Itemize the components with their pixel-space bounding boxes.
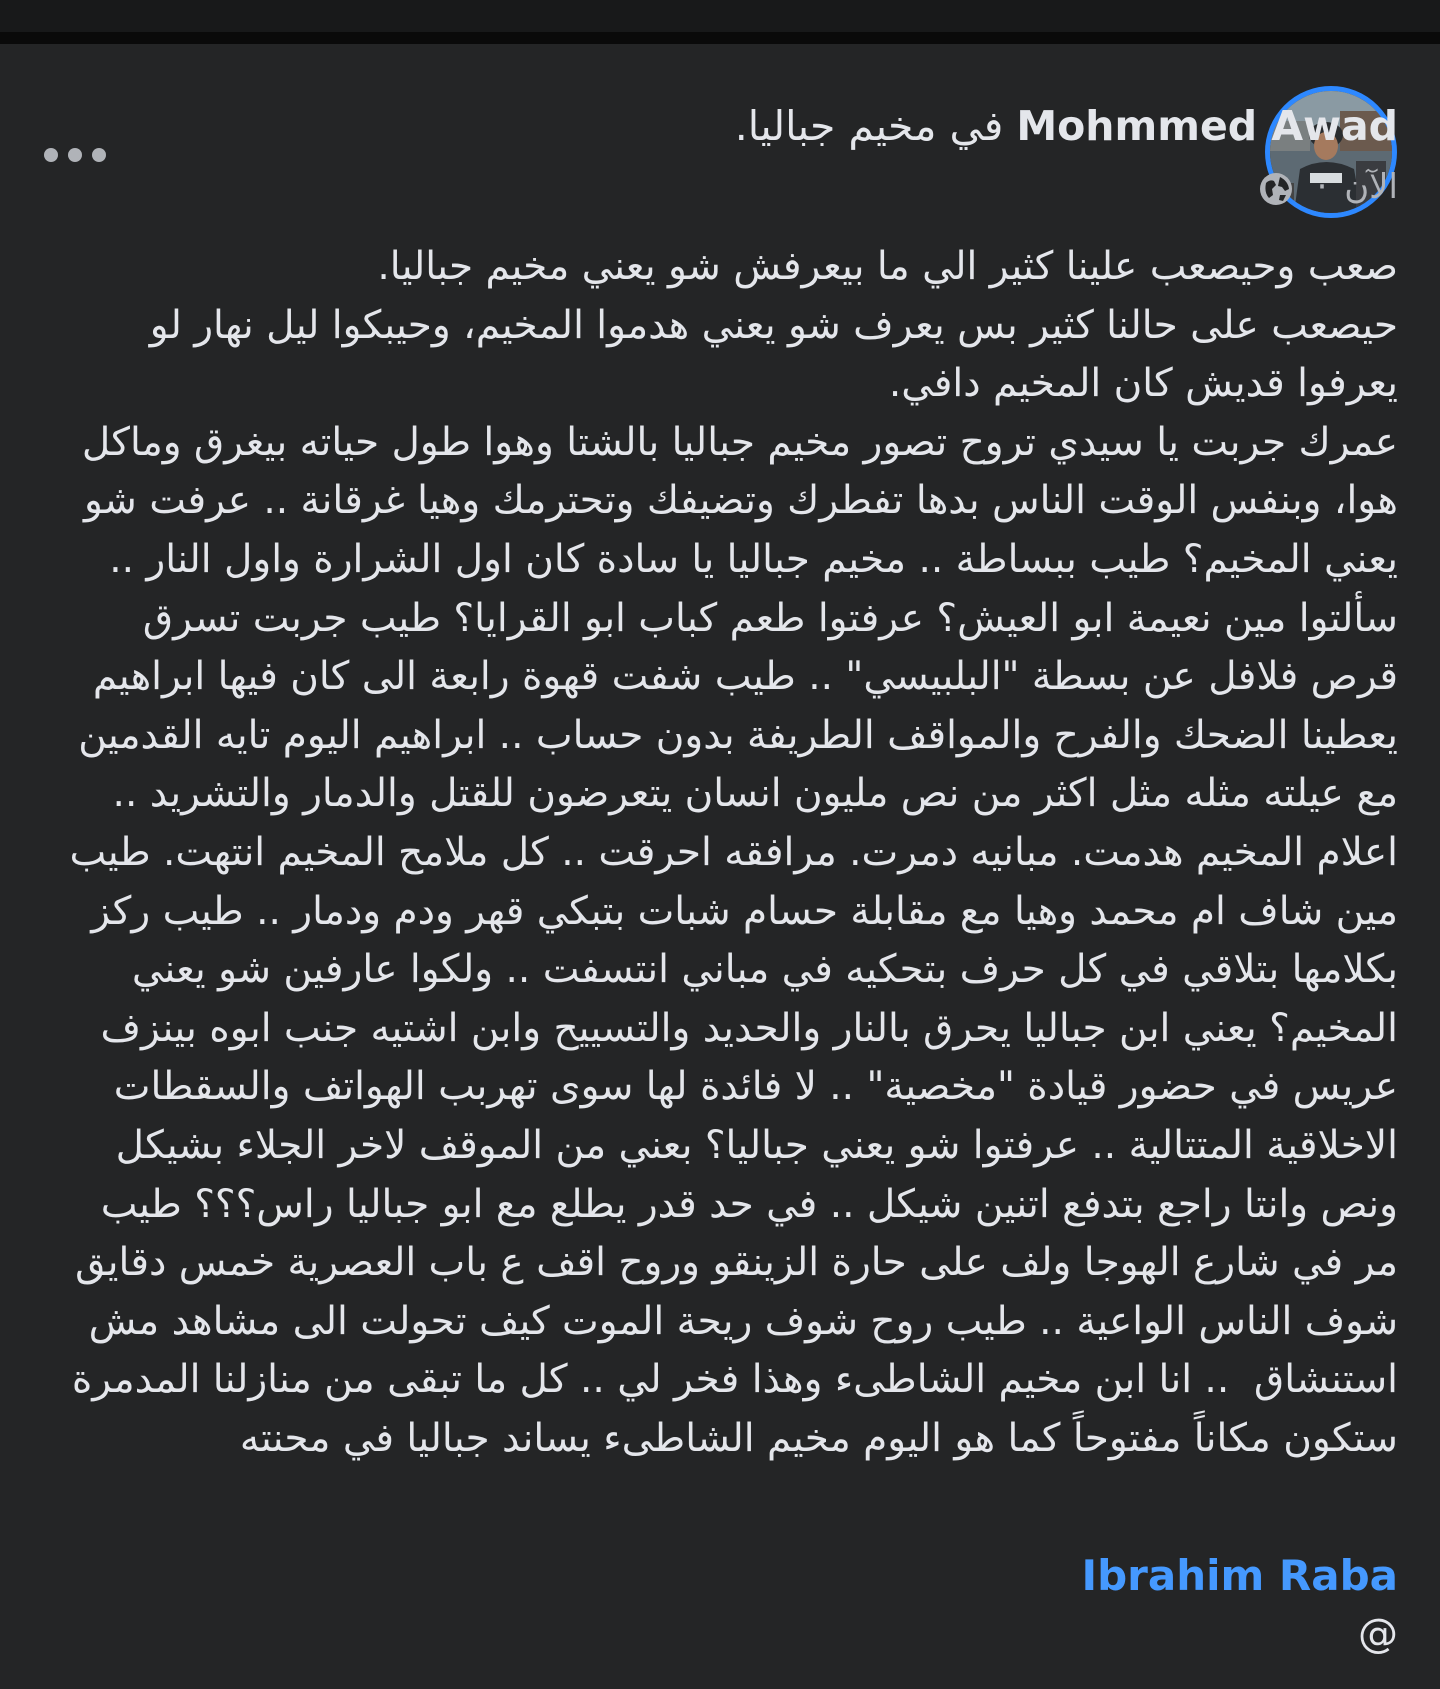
mention-at-sign: @ bbox=[1358, 1611, 1398, 1657]
more-icon bbox=[44, 148, 58, 162]
post-timestamp[interactable]: الآن bbox=[1344, 167, 1398, 207]
meta-separator: · bbox=[1316, 167, 1328, 207]
author-line bbox=[498, 96, 1398, 156]
more-icon-dot bbox=[92, 148, 106, 162]
more-options-button[interactable] bbox=[44, 140, 106, 170]
top-bar-edge bbox=[0, 32, 1440, 44]
top-bar bbox=[0, 0, 1440, 44]
post-body-text: صعب وحيصعب علينا كثير الي ما بيعرفش شو يعني مخيم جباليا. حيصعب على حالنا كثير بس يعرف شو يعني هدموا المخيم، وحيبكوا ليل نهار لو يعرفوا قديش كان المخيم دافي. عمرك جربت يا سيدي تروح تصور مخيم جباليا بالشتا وهوا طول حياته بيغرق وماكل هوا، وبنفس الوقت الناس بدها تفطرك وتضيفك وتحترمك وهيا غرقانة .. عرفت شو يعني المخيم؟ طيب ببساطة .. مخيم جباليا يا سادة كان اول الشرارة واول النار .. سألتوا مين نعيمة ابو العيش؟ عرفتوا طعم كباب ابو القرايا؟ طيب جربت تسرق قرص فلافل عن بسطة "البلبيسي" .. طيب شفت قهوة رابعة الى كان فيها ابراهيم يعطينا الضحك والفرح والمواقف الطريفة بدون حساب .. ابراهيم اليوم تايه القدمين مع عيلته مثله مثل اكثر من نص مليون انسان يتعرضون للقتل والدمار والتشريد .. اعلام المخيم هدمت. مبانيه دمرت. مرافقه احرقت .. كل ملامح المخيم انتهت. طيب مين شاف ام محمد وهيا مع مقابلة حسام شبات بتبكي قهر ودم ودمار .. طيب ركز بكلامها بتلاقي في كل حرف بتحكيه في مباني انتسفت .. ولكوا عارفين شو يعني المخيم؟ يعني ابن جباليا يحرق بالنار والحديد والتسييح وابن اشتيه جنب ابوه بينزف عريس في حضور قيادة "مخصية" .. لا فائدة لها سوى تهربب الهواتف والسقطات الاخلاقية المتتالية .. عرفتوا شو يعني جباليا؟ بعني من الموقف لاخر الجلاء بشيكل ونص وانتا راجع بتدفع اتنين شيكل .. في حد قدر يطلع مع ابو جباليا راس؟؟؟ طيب مر في شارع الهوجا ولف على حارة الزينقو وروح اقف ع باب العصرية خمس دقايق شوف الناس الواعية .. طيب روح شوف ريحة الموت كيف تحولت الى مشاهد مش استنشاق .. انا ابن مخيم الشاطىء وهذا فخر لي .. كل ما تبقى من منازلنا المدمرة ستكون مكاناً مفتوحاً كما هو اليوم مخيم الشاطىء يساند جباليا في محنته bbox=[69, 244, 1398, 1461]
more-icon-dot bbox=[68, 148, 82, 162]
author-location[interactable]: في مخيم جباليا. bbox=[734, 102, 1004, 150]
mention-link[interactable]: Ibrahim Raba bbox=[1081, 1551, 1398, 1600]
author-name[interactable]: Mohmmed Awad bbox=[1016, 102, 1398, 150]
post-meta bbox=[998, 162, 1398, 212]
post-card bbox=[0, 44, 1440, 1689]
globe-icon[interactable] bbox=[1258, 171, 1294, 207]
